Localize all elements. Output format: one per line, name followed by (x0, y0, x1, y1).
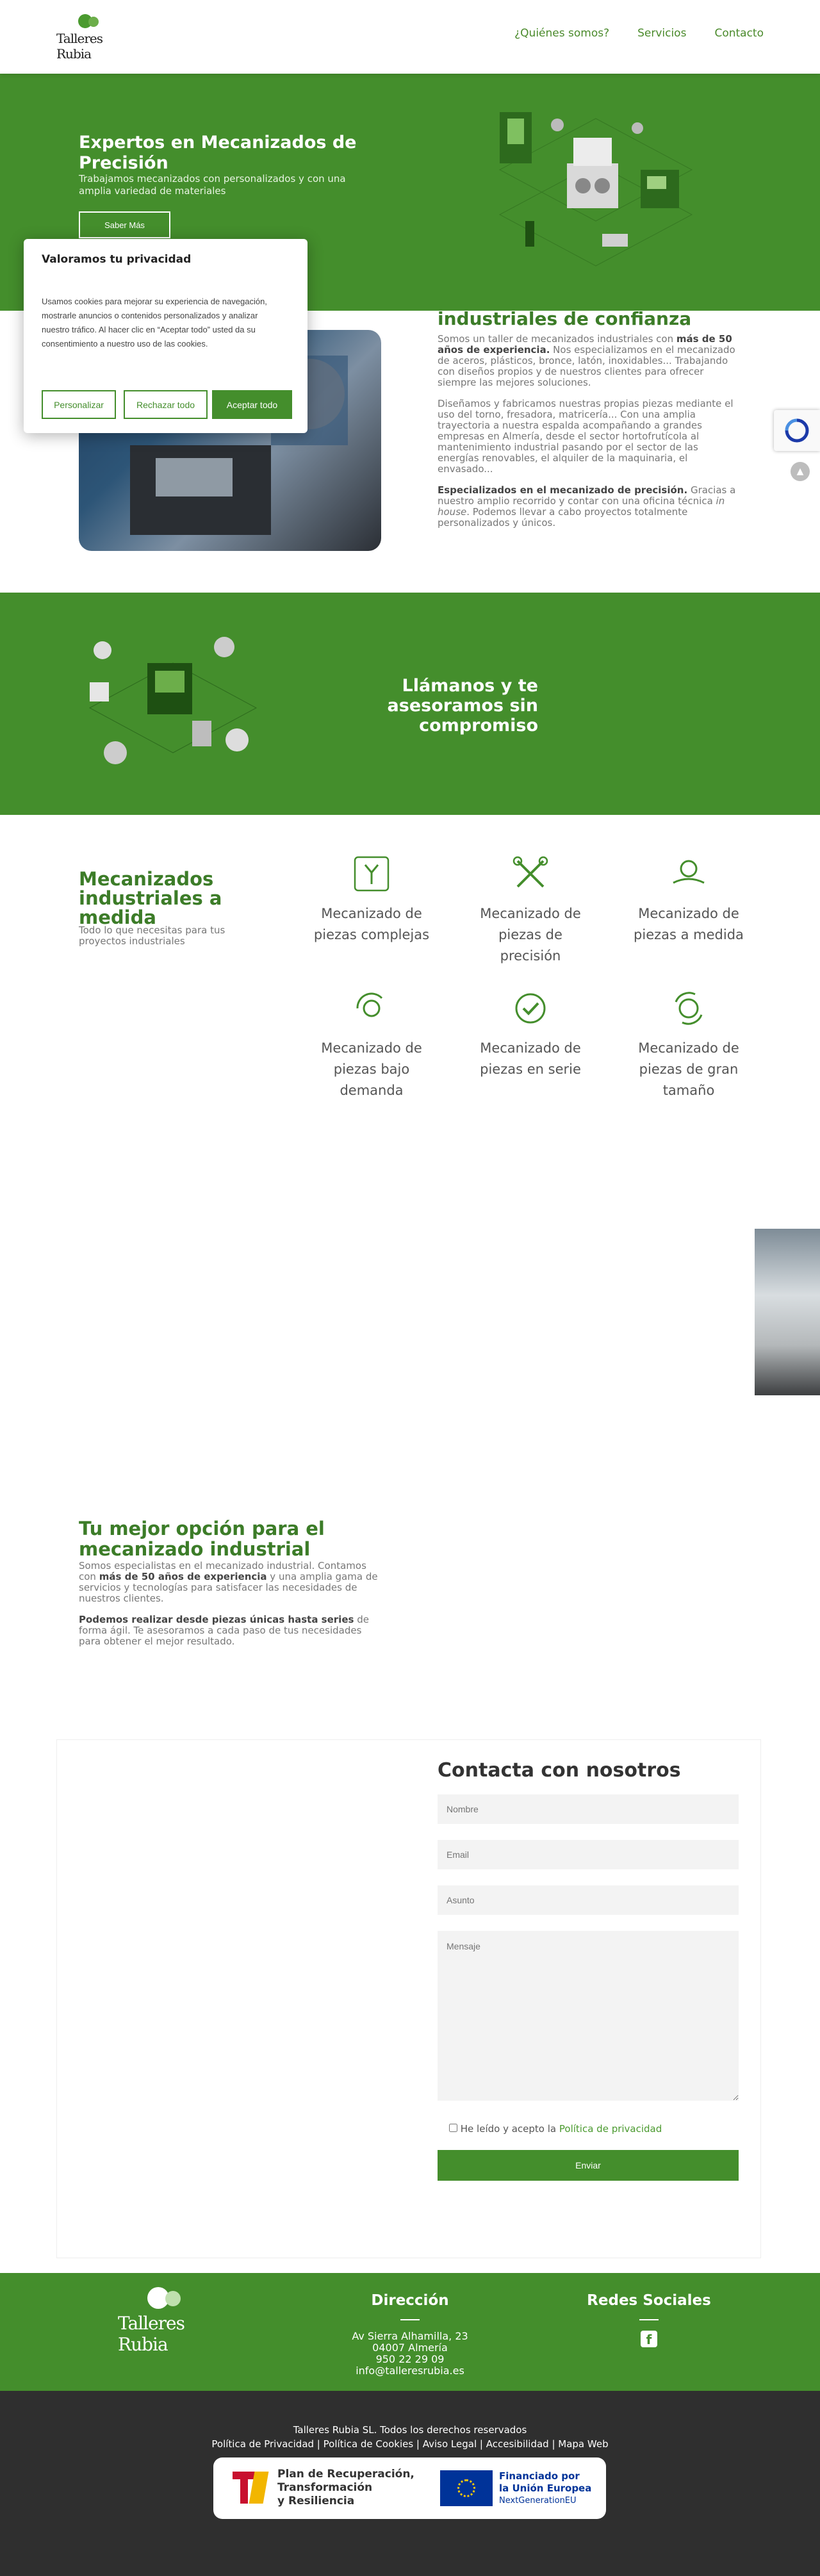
service-item[interactable] (466, 989, 594, 1080)
gear-check-icon (511, 989, 550, 1028)
address-block (314, 2292, 506, 2377)
services-section (0, 815, 820, 1148)
nav-servicios[interactable]: Servicios (637, 27, 687, 40)
recaptcha-badge[interactable] (774, 410, 820, 451)
send-button[interactable]: Enviar (438, 2150, 739, 2181)
scroll-up-icon[interactable]: ▲ (791, 462, 810, 481)
divider (639, 2319, 659, 2320)
privacy-checkbox[interactable] (449, 2124, 457, 2132)
email-input[interactable] (438, 1840, 739, 1869)
copyright-text: Talleres Rubia SL. Todos los derechos reservados (293, 2424, 527, 2436)
text-em: in house (438, 495, 725, 518)
service-item[interactable] (308, 989, 436, 1101)
text: Nos especializamos en el mecanizado de aceros, plásticos, bronce, latón, inoxidables... Trabajando con diseños propios y de nuestros clientes para ofrecer siempre las mejores soluciones. (438, 344, 735, 388)
logo-text: Talleres Rubia (56, 31, 102, 62)
address-city: 04007 Almería (372, 2342, 448, 2354)
text: Somos un taller de mecanizados industriales con (438, 333, 676, 345)
about-title: industriales de confianza (438, 308, 692, 329)
contact-title: Contacta con nosotros (438, 1759, 681, 1782)
about-paragraph (438, 334, 739, 388)
text: . Podemos llevar a cabo proyectos totalmente personalizados y únicos. (438, 506, 688, 529)
text-strong: más de 50 años de experiencia (99, 1571, 267, 1582)
text: Somos especialistas en el mecanizado industrial. Contamos con (79, 1560, 366, 1582)
eu-line: la Unión Europea (499, 2482, 592, 2494)
service-item[interactable] (625, 989, 753, 1101)
gear-icon (88, 17, 99, 27)
eu-line: NextGenerationEU (499, 2496, 577, 2506)
best-option-section (0, 1505, 820, 1698)
address-title: Dirección (371, 2292, 449, 2309)
name-input[interactable] (438, 1794, 739, 1824)
service-item[interactable] (466, 855, 594, 967)
call-section (0, 593, 820, 815)
about-paragraph (438, 485, 739, 529)
eu-flag-icon (440, 2470, 493, 2506)
accept-all-button[interactable]: Aceptar todo (212, 390, 292, 419)
text-strong: más de 50 años de experiencia. (438, 333, 732, 356)
best-title: Tu mejor opción para el mecanizado industrial (79, 1518, 325, 1560)
service-label: Mecanizado de piezas en serie (480, 1040, 581, 1077)
text: y una amplia gama de servicios y tecnologías para satisfacer las necesidades de nuestros clientes. (79, 1571, 378, 1604)
hero-subtitle: Trabajamos mecanizados con personalizados y con una amplia variedad de materiales (79, 173, 346, 197)
social-block (553, 2292, 745, 2347)
recaptcha-icon (784, 418, 810, 443)
service-item[interactable] (308, 855, 436, 946)
footer-logo[interactable] (115, 2287, 224, 2355)
hero-illustration (474, 74, 718, 311)
bottom-bar (0, 2391, 820, 2576)
text: Gracias a nuestro amplio recorrido y contar con una oficina técnica (438, 484, 736, 507)
service-label: Mecanizado de piezas de gran tamaño (638, 1040, 739, 1098)
eu-text (499, 2470, 591, 2507)
services-title: Mecanizados industriales a medida (79, 868, 222, 928)
contact-section (56, 1739, 761, 2258)
cookie-consent-dialog (24, 239, 308, 433)
customize-button[interactable]: Personalizar (42, 390, 116, 419)
best-paragraph (79, 1614, 380, 1647)
plan-logo-icon (230, 2468, 270, 2507)
text: de forma ágil. Te asesoramos a cada paso de tus necesidades para obtener el mejor resultado. (79, 1614, 369, 1647)
machines-illustration (77, 625, 269, 791)
footer-logo-text: Talleres Rubia (118, 2313, 184, 2355)
funding-banner (213, 2457, 606, 2519)
tools-icon (511, 855, 550, 893)
reject-all-button[interactable]: Rechazar todo (124, 390, 208, 419)
text-strong: Podemos realizar desde piezas únicas hasta series (79, 1614, 354, 1625)
logo[interactable] (56, 14, 133, 62)
gear-icon (165, 2291, 181, 2306)
service-label: Mecanizado de piezas bajo demanda (321, 1040, 422, 1098)
plan-line: Plan de Recuperación, (277, 2468, 414, 2481)
site-header (0, 0, 820, 74)
services-subtitle: Todo lo que necesitas para tus proyectos industriales (79, 924, 226, 947)
address-email[interactable]: info@talleresrubia.es (356, 2365, 464, 2377)
cookie-title: Valoramos tu privacidad (42, 253, 192, 266)
subject-input[interactable] (438, 1885, 739, 1915)
main-nav (514, 27, 764, 40)
site-footer (0, 2273, 820, 2391)
privacy-link[interactable]: Política de privacidad (559, 2123, 662, 2135)
about-text (438, 334, 739, 539)
plan-text (277, 2468, 414, 2508)
social-title: Redes Sociales (587, 2292, 711, 2309)
privacy-checkbox-row (449, 2123, 662, 2135)
service-label: Mecanizado de piezas complejas (313, 906, 430, 942)
service-label: Mecanizado de piezas a medida (634, 906, 744, 942)
hero-title: Expertos en Mecanizados de Precisión (79, 133, 357, 173)
privacy-text: He leído y acepto la (460, 2123, 559, 2135)
best-paragraph (79, 1561, 380, 1604)
address-phone[interactable]: 950 22 29 09 (375, 2353, 445, 2365)
best-text (79, 1561, 380, 1657)
service-label: Mecanizado de piezas de precisión (480, 906, 581, 964)
message-textarea[interactable] (438, 1931, 739, 2101)
workshop-photo (755, 1229, 820, 1395)
about-paragraph: Diseñamos y fabricamos nuestras propias piezas mediante el uso del torno, fresadora, matricería... Con una amplia trayectoria a nuestra espalda acompañando a grandes empresas en Almería, desde el sector hortofrutícola al mantenimiento industrial pasando por el sector de las energías renovables, el alquiler de la maquinaria, el envasado... (438, 398, 734, 475)
plan-line: Transformación (277, 2481, 373, 2494)
wrench-icon (352, 855, 391, 893)
nav-quienes-somos[interactable]: ¿Quiénes somos? (514, 27, 610, 40)
divider (400, 2319, 420, 2320)
legal-links[interactable]: Política de Privacidad | Política de Cookies | Aviso Legal | Accesibilidad | Mapa Web (211, 2438, 609, 2450)
saber-mas-button[interactable]: Saber Más (79, 211, 170, 238)
gear-hand-icon (669, 855, 708, 893)
address-street: Av Sierra Alhamilla, 23 (352, 2330, 468, 2342)
service-item[interactable] (625, 855, 753, 946)
cookie-text: Usamos cookies para mejorar su experiencia de navegación, mostrarle anuncios o contenidos personalizados y analizar nuestro tráfico. Al hacer clic en “Aceptar todo” usted da su consentimiento a nuestro uso de las cookies. (42, 297, 267, 349)
text-strong: Especializados en el mecanizado de precisión. (438, 484, 688, 496)
gear-arrows-icon (669, 989, 708, 1028)
call-title: Llámanos y te asesoramos sin compromiso (387, 676, 538, 735)
nav-contacto[interactable]: Contacto (714, 27, 764, 40)
eu-line: Financiado por (499, 2470, 580, 2482)
facebook-icon[interactable]: f (641, 2331, 657, 2347)
plan-line: y Resiliencia (277, 2495, 355, 2507)
gear-cycle-icon (352, 989, 391, 1028)
